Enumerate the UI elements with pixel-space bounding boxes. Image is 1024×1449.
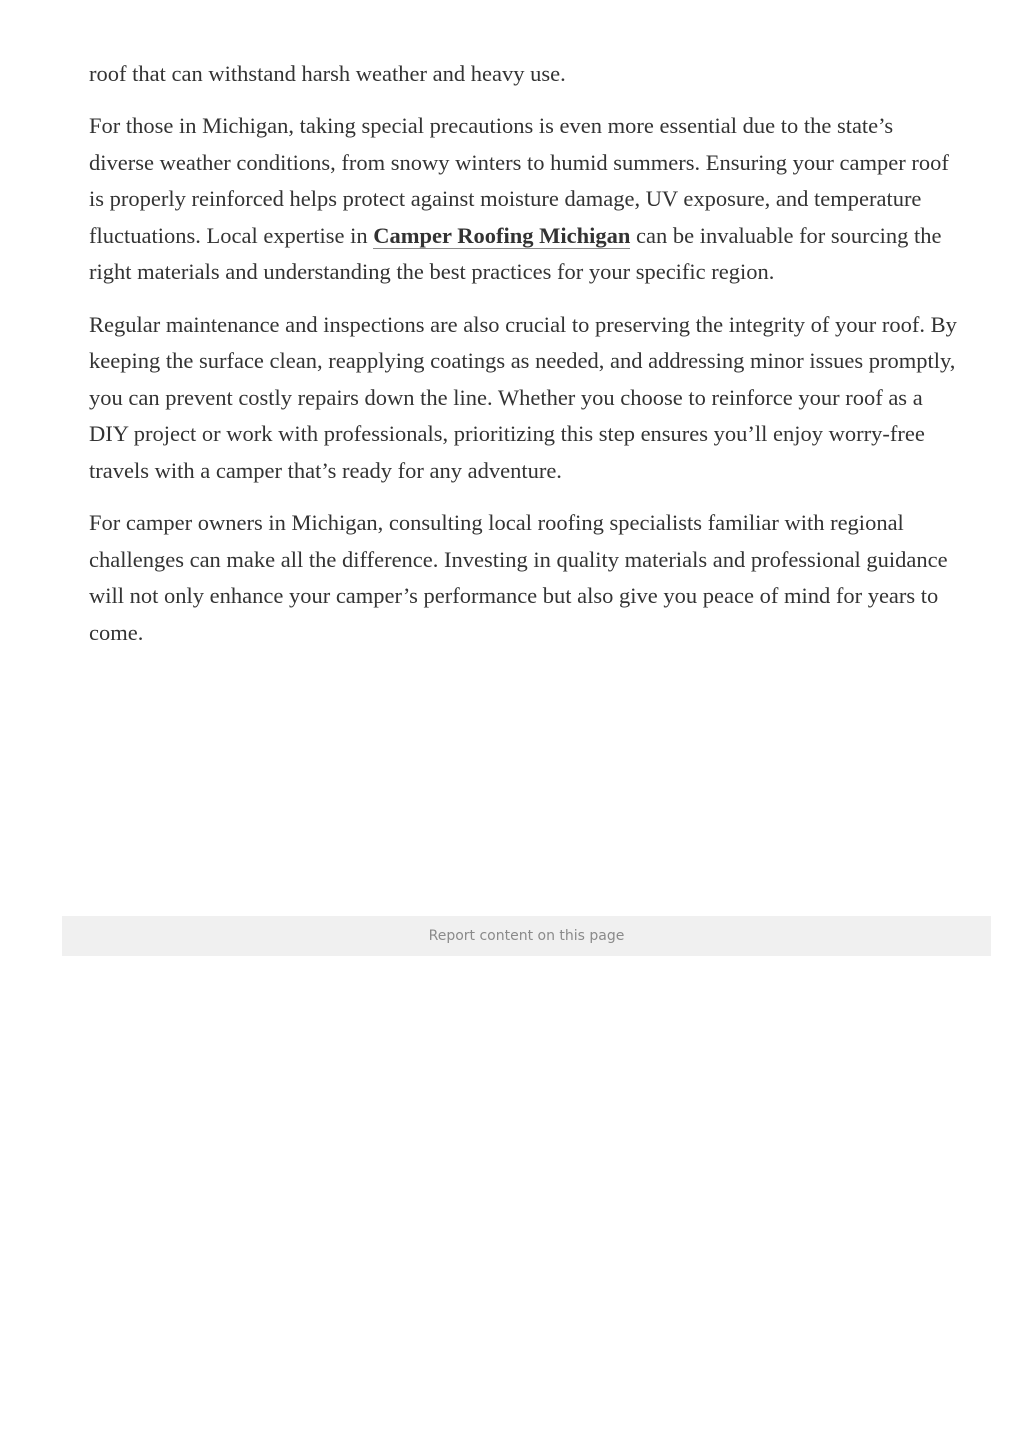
- article-body: [89, 56, 959, 667]
- paragraph-4: For camper owners in Michigan, consulting local roofing specialists familiar with regional challenges can make all the difference. Investing in quality materials and professional guidance will not only enhance your camper’s performance but also give you peace of mind for years to come.: [89, 510, 948, 645]
- paragraph-2-text-after: can be invaluable for sourcing the right materials and understanding the best practices for your specific region.: [89, 222, 942, 285]
- camper-roofing-michigan-link[interactable]: Camper Roofing Michigan: [373, 222, 631, 248]
- paragraph-2: [89, 108, 959, 291]
- paragraph-1: roof that can withstand harsh weather and heavy use.: [89, 61, 566, 86]
- paragraph-3: Regular maintenance and inspections are also crucial to preserving the integrity of your roof. By keeping the surface clean, reapplying coatings as needed, and addressing minor issues promptly, you can prevent costly repairs down the line. Whether you choose to reinforce your roof as a DIY project or work with professionals, prioritizing this step ensures you’ll enjoy worry-free travels with a camper that’s ready for any adventure.: [89, 311, 957, 483]
- report-content-bar: [62, 916, 991, 956]
- paragraph-2-text-before: For those in Michigan, taking special precautions is even more essential due to the state’s diverse weather conditions, from snowy winters to humid summers. Ensuring your camper roof is properly reinforced helps protect against moisture damage, UV exposure, and temperature fluctuations. Local expertise in: [89, 113, 949, 248]
- report-content-link[interactable]: Report content on this page: [428, 928, 625, 944]
